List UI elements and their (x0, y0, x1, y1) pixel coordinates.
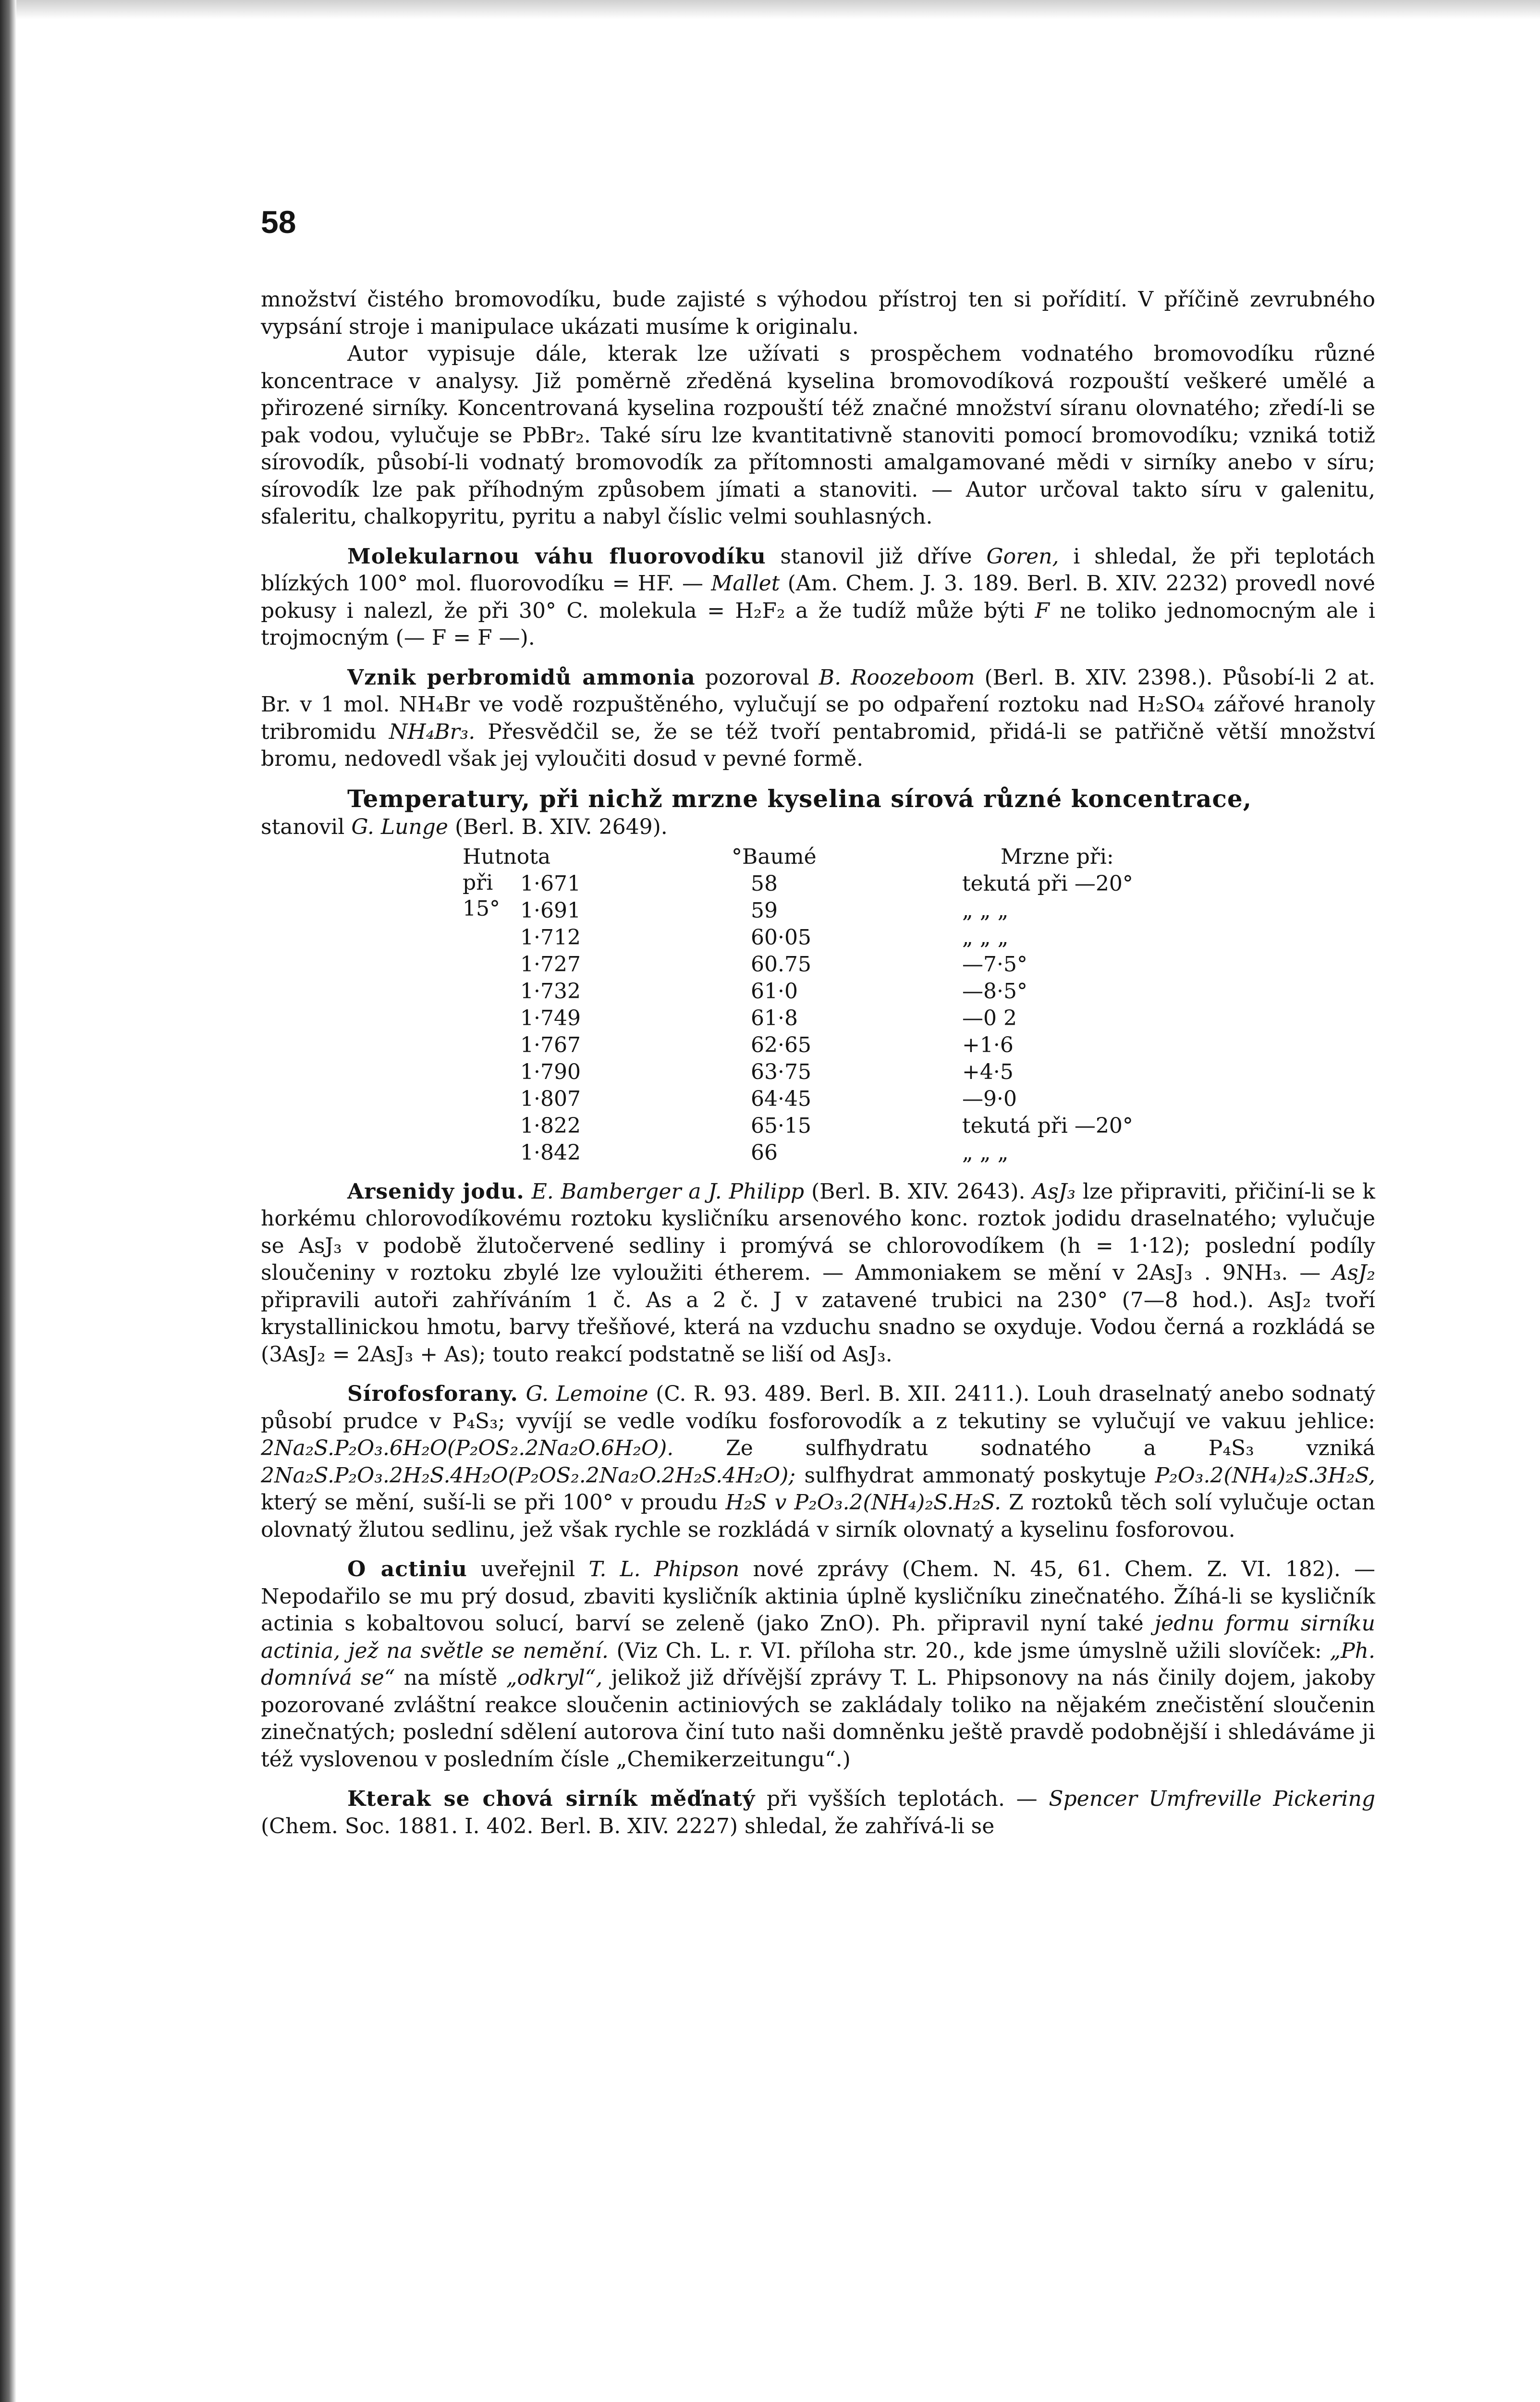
table-cell: 1·749 (520, 1005, 581, 1030)
section-actinium-text-3: (Viz Ch. L. r. VI. příloha str. 20., kde jsme úmyslně užili slovíček: (608, 1638, 1330, 1663)
table-cell: 1·671 (520, 871, 581, 896)
page-body (261, 286, 1375, 1840)
section-arsenidy-text-2: lze připraviti, přičiní-li se k horkému chlorovodíkovému roztoku kysličníku arsenového konc. roztok jodidu draselnatého; vylučuje se AsJ₃ v podobě žlutočervené sedliny i promývá se chlorovodíkem (h = 1·12); poslední podíly sloučeniny v roztoku zbylé lze vyloužiti étherem. — Ammoniakem se mění v 2AsJ₃ . 9NH₃. — (261, 1179, 1375, 1285)
section-hf-text-4: ne toliko jednomocným ale i trojmocným (— F = F —). (261, 598, 1375, 650)
table-cell: 1·712 (520, 925, 581, 950)
section-hf-heading: Molekularnou váhu fluorovodíku (347, 544, 766, 569)
section-sirnik-mednaty-text-2: (Chem. Soc. 1881. I. 402. Berl. B. XIV. 2227) shledal, že zahřívá-li se (261, 1814, 995, 1838)
table-cell: tekutá při —20° (962, 871, 1133, 896)
column-header-freezing: Mrzne při: (1001, 844, 1114, 869)
table-cell: 1·732 (520, 979, 581, 1004)
section-perbromid-text-1: pozoroval (695, 665, 819, 690)
table-cell: tekutá při —20° (962, 1113, 1133, 1138)
section-perbromid-text-3: Přesvědčil se, že se též tvoří pentabromid, přidá-li se patřičně větší množství bromu, nedovedl však jej vyloučiti dosud v pevné formě. (261, 719, 1375, 771)
section-temperatures-heading: Temperatury, při nichž mrzne kyselina sírová různé koncentrace, (347, 784, 1252, 813)
paragraph-intro-2: Autor vypisuje dále, kterak lze užívati s prospěchem vodnatého bromovodíku různé koncentrace v analysy. Již poměrně zředěná kyselina bromovodíková rozpouští veškeré umělé a přirozené sirníky. Koncentrovaná kyselina rozpouští též značné množství síranu olovnatého; zředí-li se pak vodou, vylučuje se PbBr₂. Také síru lze kvantitativně stanoviti pomocí bromovodíku; vzniká totiž sírovodík, působí-li vodnatý bromovodík za přítomnosti amalgamované mědi v sirníky anebo v síru; sírovodík lze pak příhodným způsobem jímati a stanoviti. — Autor určoval takto síru v galenitu, sfaleritu, chalkopyritu, pyritu a nabyl číslic velmi souhlasných. (261, 342, 1375, 529)
paragraph-intro-1: množství čistého bromovodíku, bude zajisté s výhodou přístroj ten si pořídití. V příčině zevrubného vypsání stroje i manipulace ukázati musíme k originalu. (261, 287, 1375, 339)
table-cell: 1·691 (520, 898, 581, 923)
formula-asj2: AsJ₂ (1332, 1261, 1375, 1285)
author-roozeboom: B. Roozeboom (819, 665, 975, 690)
section-perbromid-heading: Vznik perbromidů ammonia (347, 665, 696, 690)
section-sirofosforany-text-4: který se mění, suší-li se při 100° v proudu (261, 1490, 726, 1515)
section-actinium-text-1: uveřejnil (467, 1557, 589, 1581)
freezing-table (261, 844, 1375, 1166)
symbol-f: F (1035, 598, 1050, 623)
table-cell: 64·45 (751, 1086, 811, 1111)
section-hf-text-3: (Am. Chem. J. 3. 189. Berl. B. XIV. 2232) provedl nové pokusy i nalezl, že při 30° C. molekula = H₂F₂ a že tudíž může býti (261, 571, 1375, 623)
section-sirofosforany-text-2: Ze sulfhydratu sodnatého a P₄S₃ vzniká (673, 1436, 1375, 1460)
section-actinium-text-4: na místě (395, 1666, 506, 1690)
section-temperatures-text-2: (Berl. B. XIV. 2649). (448, 815, 668, 839)
table-cell: 58 (751, 871, 778, 896)
formula-sirofosforan-1: 2Na₂S.P₂O₃.6H₂O(P₂OS₂.2Na₂O.6H₂O). (261, 1436, 674, 1460)
author-lunge: G. Lunge (351, 815, 448, 839)
section-sirnik-mednaty (261, 1786, 1375, 1840)
table-cell: 1·790 (520, 1059, 581, 1084)
formula-sirofosforan-4: H₂S v P₂O₃.2(NH₄)₂S.H₂S. (725, 1490, 1002, 1515)
table-cell: „ „ „ (962, 1140, 1009, 1165)
formula-sirofosforan-3: P₂O₃.2(NH₄)₂S.3H₂S, (1155, 1463, 1375, 1488)
table-cell: 61·0 (751, 979, 798, 1004)
table-cell: 60·05 (751, 925, 811, 950)
section-arsenidy-heading: Arsenidy jodu. (347, 1179, 525, 1204)
section-perbromid-text-2: (Berl. B. XIV. 2398.). Působí-li 2 at. Br. v 1 mol. NH₄Br ve vodě rozpuštěného, vylučují se po odpaření roztoku nad H₂SO₄ zářové hranoly tribromidu (261, 665, 1375, 744)
quote-sirnik-actinia: jednu formu sirníku actinia, jež na světle se nemění. (261, 1611, 1375, 1663)
author-goren: Goren, (986, 544, 1059, 569)
section-sirofosforany (261, 1381, 1375, 1544)
page-top-shadow (0, 0, 1540, 19)
section-arsenidy (261, 1178, 1375, 1369)
table-cell: „ „ „ (962, 925, 1009, 950)
table-cell: 1·842 (520, 1140, 581, 1165)
column-header-density: Hutnota při 15° (463, 844, 551, 921)
section-actinium-heading: O actiniu (347, 1557, 467, 1581)
author-lemoine: G. Lemoine (518, 1382, 648, 1406)
formula-asj3: AsJ₃ (1032, 1179, 1076, 1204)
section-sirofosforany-text-3: sulfhydrat ammonatý poskytuje (795, 1463, 1155, 1488)
section-perbromid (261, 664, 1375, 773)
table-cell: „ „ „ (962, 898, 1009, 923)
table-cell: 66 (751, 1140, 778, 1165)
table-cell: +1·6 (962, 1032, 1014, 1057)
page-left-shadow (0, 0, 16, 2402)
table-cell: 63·75 (751, 1059, 811, 1084)
table-cell: 1·767 (520, 1032, 581, 1057)
table-cell: 65·15 (751, 1113, 811, 1138)
table-cell: 1·822 (520, 1113, 581, 1138)
section-hf-text-1: stanovil již dříve (766, 544, 987, 569)
table-cell: —7·5° (962, 952, 1027, 977)
section-actinium (261, 1556, 1375, 1773)
section-arsenidy-text-3: připravili autoři zahříváním 1 č. As a 2 č. J v zatavené trubici na 230° (7—8 hod.). AsJ₂ tvoří krystallinickou hmotu, barvy třešňové, která na vzduchu snadno se oxyduje. Vodou černá a rozkládá se (3AsJ₂ = 2AsJ₃ + As); touto reakcí podstatně se liší od AsJ₃. (261, 1287, 1375, 1367)
quote-odkryl: „odkryl“, (506, 1666, 603, 1690)
section-sirnik-mednaty-text-1: při vyšších teplotách. — (755, 1787, 1049, 1811)
author-phipson: T. L. Phipson (588, 1557, 740, 1581)
section-temperatures-text-1: stanovil (261, 815, 352, 839)
table-cell: 1·727 (520, 952, 581, 977)
section-sirofosforany-text-1: (C. R. 93. 489. Berl. B. XII. 2411.). Louh draselnatý anebo sodnatý působí prudce v P₄S₃; vyvíjí se vedle vodíku fosforovodík a z tekutiny se vylučují ve vakuu jehlice: (261, 1382, 1375, 1434)
section-hf-text-2: i shledal, že při teplotách blízkých 100° mol. fluorovodíku = HF. — (261, 544, 1376, 596)
table-cell: 61·8 (751, 1005, 798, 1030)
table-cell: —9·0 (962, 1086, 1017, 1111)
table-cell: 59 (751, 898, 778, 923)
section-sirnik-mednaty-heading: Kterak se chová sirník měďnatý (347, 1787, 756, 1811)
table-cell: 1·807 (520, 1086, 581, 1111)
column-header-baume: °Baumé (732, 844, 817, 869)
section-actinium-text-2: nové zprávy (Chem. N. 45, 61. Chem. Z. VI. 182). — Nepodařilo se mu prý dosud, zbaviti kysličník aktinia úplně kysličníku zinečnatého. Žíhá-li se kysličník actinia s kobaltovou solucí, barví se zeleně (jako ZnO). Ph. připravil nyní také (261, 1557, 1375, 1636)
author-pickering: Spencer Umfreville Pickering (1049, 1787, 1376, 1811)
section-sirofosforany-heading: Sírofosforany. (347, 1382, 518, 1406)
author-mallet: Mallet (711, 571, 780, 596)
authors-bamberger-philipp: E. Bamberger a J. Philipp (524, 1179, 805, 1204)
table-cell: —0 2 (962, 1005, 1017, 1030)
section-hf (261, 543, 1375, 652)
section-temperatures (261, 785, 1375, 814)
formula-tribromid: NH₄Br₃. (389, 719, 476, 744)
section-arsenidy-text-1: (Berl. B. XIV. 2643). (804, 1179, 1033, 1204)
table-cell: 62·65 (751, 1032, 811, 1057)
table-cell: —8·5° (962, 979, 1027, 1004)
section-sirofosforany-text-5: Z roztoků těch solí vylučuje octan olovnatý žlutou sedlinu, jež však rychle se rozkládá v sirník olovnatý a kyselinu fosforovou. (261, 1490, 1375, 1542)
formula-sirofosforan-2: 2Na₂S.P₂O₃.2H₂S.4H₂O(P₂OS₂.2Na₂O.2H₂S.4H₂O); (261, 1463, 796, 1488)
table-cell: 60.75 (751, 952, 811, 977)
quote-domniva-se: „Ph. domnívá se“ (261, 1638, 1376, 1690)
section-temperatures-source (261, 814, 1375, 841)
table-cell: +4·5 (962, 1059, 1014, 1084)
section-actinium-text-5: jelikož již dřívější zprávy T. L. Phipsonovy na nás činily dojem, jakoby pozorované zvláštní reakce sloučenin actiniových se zakládaly toliko na nějakém znečistění sloučenin zinečnatých; poslední sdělení autorova činí tuto naši domněnku ještě pravdě podobnější i shledáváme ji též vyslovenou v posledním čísle „Chemikerzeitungu“.) (261, 1666, 1375, 1772)
page-number: 58 (261, 204, 296, 240)
